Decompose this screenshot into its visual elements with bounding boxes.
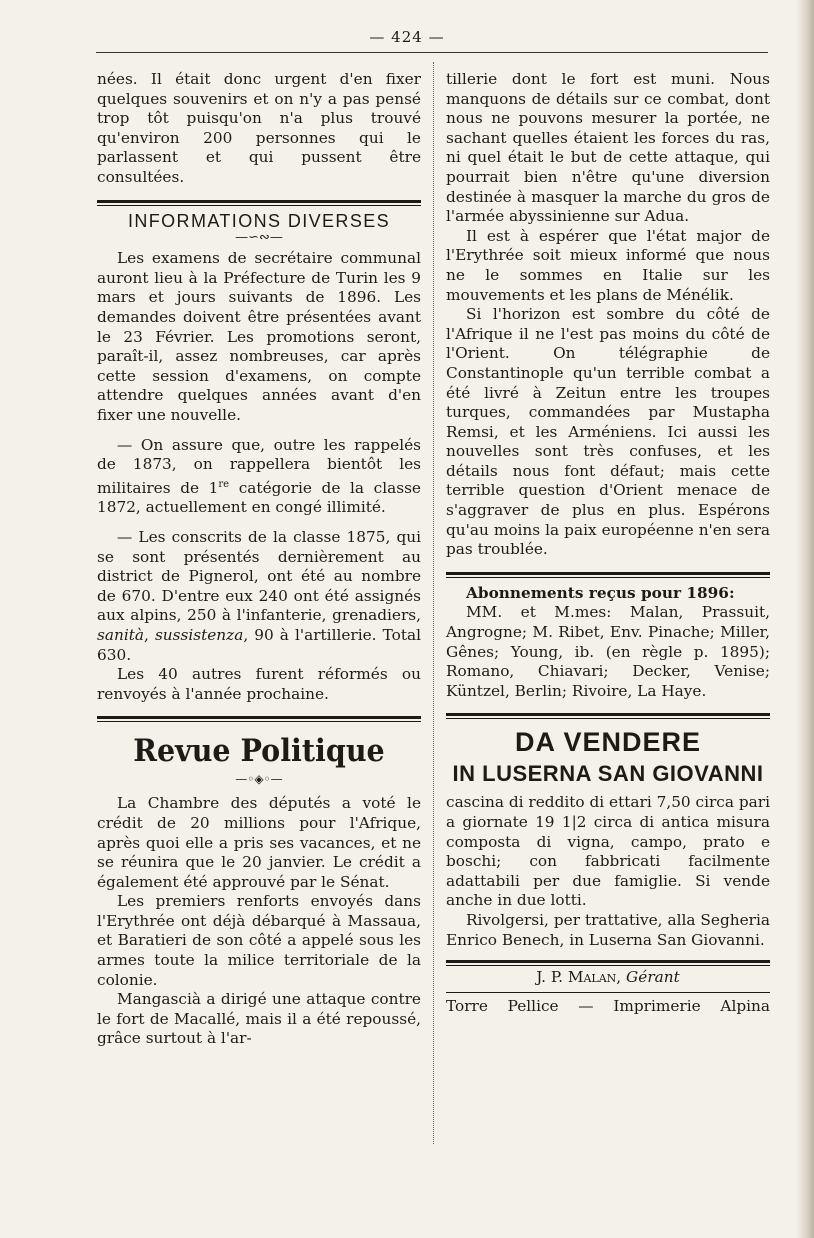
conscrits-paragraph: — Les conscrits de la classe 1875, qui se sont présentés dernièrement au district de Pignerol, ont été au nombre de 670. D'entre eux 240 ont été assignés aux alpins, 250 à l'infanterie, grenadiers, sanità, sussistenza, 90 à l'artillerie. Total 630.	[97, 527, 421, 664]
section-rule-thick	[446, 713, 770, 716]
reformes-paragraph: Les 40 autres furent réformés ou renvoyés à l'année prochaine.	[97, 665, 421, 703]
page-edge-shadow	[796, 0, 814, 1238]
page-number: — 424 —	[369, 28, 445, 46]
left-column	[97, 70, 421, 1049]
right-column	[446, 70, 770, 1016]
revue-politique-title: Revue Politique	[133, 733, 385, 770]
gerant-line: J. P. Malan, Gérant	[536, 968, 680, 987]
horizon-paragraph: Si l'horizon est sombre du côté de l'Afrique il ne l'est pas moins du côté de l'Orient. On télégraphie de Constantinople qu'un terrible combat a été livré à Zeitun entre les troupes turques, commandées par Mustapha Remsi, et les Arméniens. Ici aussi les nouvelles sont très confuses, et les détails nous font défaut; mais cette terrible question d'Orient menace de s'aggraver de plus en plus. Espérons qu'au moins la paix européenne n'en sera pas troublée.	[446, 305, 770, 559]
section-rule-thin	[446, 577, 770, 578]
printer-footer: Torre Pellice — Imprimerie Alpina	[446, 996, 770, 1015]
renforts-paragraph: Les premiers renforts envoyés dans l'Erythrée ont déjà débarqué à Massaua, et Baratieri de son côté a appelé sous les armes toute la milice territoriale de la colonie.	[97, 892, 421, 989]
abonnements-list: MM. et M.mes: Malan, Prassuit, Angrogne; M. Ribet, Env. Pinache; Miller, Gênes; Young, ib. (en règle p. 1895); Romano, Chiavari; Decker, Venise; Küntzel, Berlin; Rivoire, La Haye.	[446, 603, 770, 700]
informations-heading: INFORMATIONS DIVERSES	[127, 210, 391, 231]
abonnements-heading: Abonnements reçus pour 1896:	[466, 583, 735, 602]
intro-paragraph: nées. Il était donc urgent d'en fixer quelques souvenirs et on n'y a pas pensé trop tôt puisqu'on n'a plus trouvé qu'environ 200 personnes qui le parlassent et qui pussent être consultées.	[97, 70, 421, 186]
mangascia-paragraph: Mangascià a dirigé une attaque contre le fort de Macallé, mais il a été repoussé, grâce surtout à l'ar-	[97, 990, 421, 1048]
section-rule-thin	[446, 965, 770, 966]
section-rule-thin	[97, 205, 421, 206]
header-rule	[96, 52, 768, 53]
rappeles-paragraph: — On assure que, outre les rappelés de 1873, on rappellera bientôt les militaires de 1re catégorie de la classe 1872, actuellement en congé illimité.	[97, 435, 421, 517]
footer-rule	[446, 992, 770, 993]
etat-major-paragraph: Il est à espérer que l'état major de l'Erythrée soit mieux informé que nous ne le sommes en Italie sur les mouvements et les plans de Ménélik.	[446, 226, 770, 304]
cascina-paragraph: cascina di reddito di ettari 7,50 circa pari a giornate 19 1|2 circa di antica misura composta di vigna, campo, prato e boschi; con fabbricati facilmente adattabili per due famiglie. Si vende anche in due lotti.	[446, 793, 770, 910]
da-vendere-title: DA VENDERE	[514, 727, 702, 758]
section-rule-thick	[446, 960, 770, 963]
column-divider	[433, 62, 434, 1144]
section-rule-thick	[97, 716, 421, 719]
revue-ornament: —◦◈◦—	[235, 772, 283, 787]
artillerie-paragraph: tillerie dont le fort est muni. Nous manquons de détails sur ce combat, dont nous ne pouvons mesurer la portée, ne sachant quelles étaient les forces du ras, ni quel était le but de cette attaque, qui pourrait bien n'être qu'une diversion destinée à masquer la marche du gros de l'armée abyssinienne sur Adua.	[446, 70, 770, 226]
examens-paragraph: Les examens de secrétaire communal auront lieu à la Préfecture de Turin les 9 mars et jours suivants de 1896. Les demandes doivent être présentées avant le 23 Février. Les promotions seront, paraît-il, assez nombreuses, car après cette session d'examens, on compte attendre quelques années avant d'en fixer une nouvelle.	[97, 249, 421, 424]
heading-ornament: —∽∾—	[235, 230, 283, 246]
rivolgersi-paragraph: Rivolgersi, per trattative, alla Segheria Enrico Benech, in Luserna San Giovanni.	[446, 910, 770, 949]
chambre-paragraph: La Chambre des députés a voté le crédit de 20 millions pour l'Afrique, après quoi elle a pris ses vacances, et ne se réunira que le 20 janvier. Le crédit a également été approuvé par le Sénat.	[97, 794, 421, 891]
section-rule-thick	[446, 572, 770, 575]
luserna-title: IN LUSERNA SAN GIOVANNI	[452, 761, 764, 787]
section-rule-thin	[97, 721, 421, 722]
section-rule-thick	[97, 200, 421, 203]
section-rule-thin	[446, 718, 770, 719]
